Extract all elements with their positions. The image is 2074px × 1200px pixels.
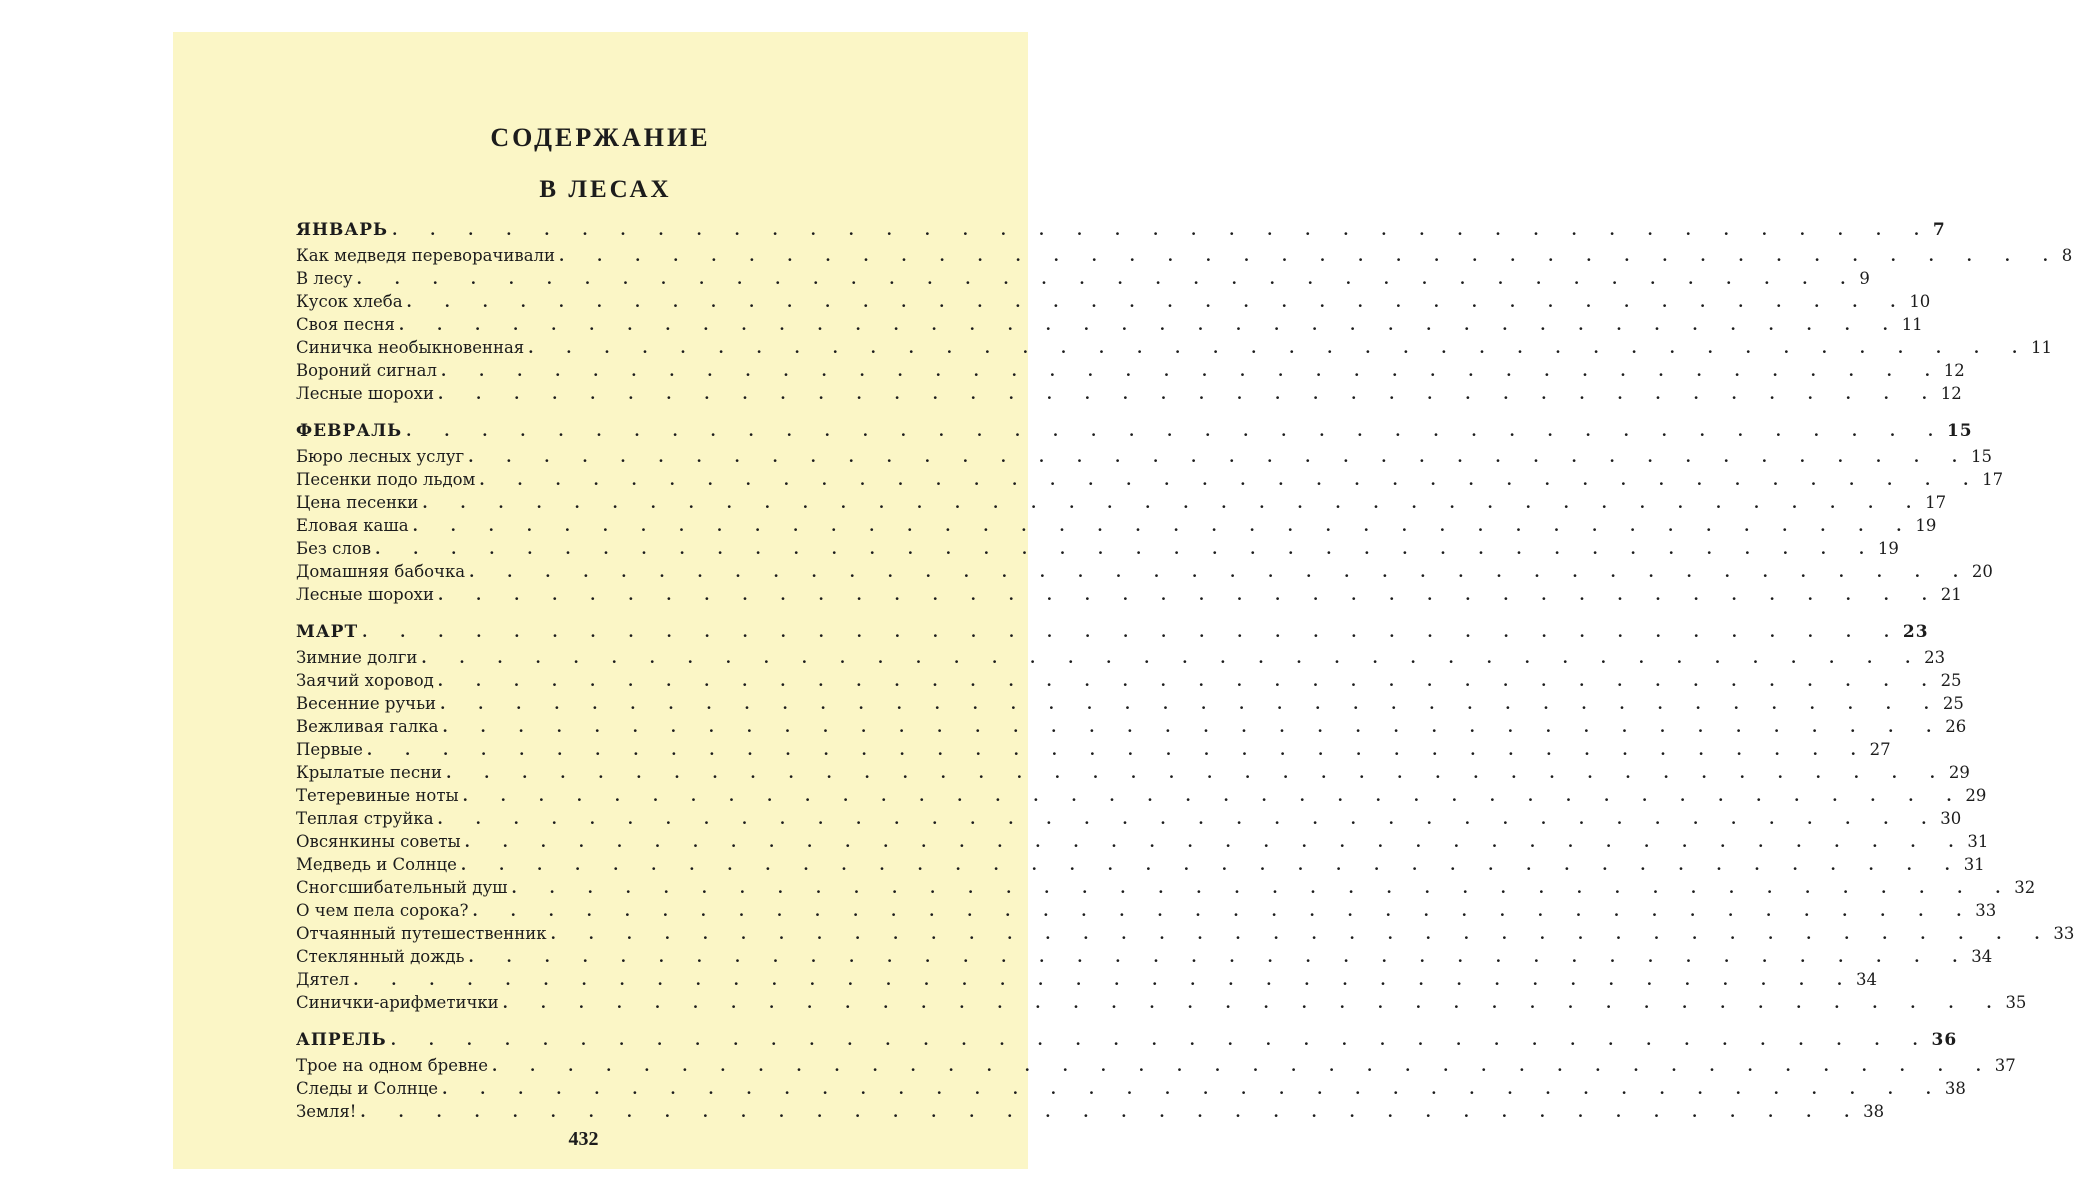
leader-dots: . . . . . . . . . . . . . . . . . . . . . . . . . . . . . . . . . . . . . . . . [492, 1057, 1995, 1075]
leader-dots: . . . . . . . . . . . . . . . . . . . . . . . . . . . . . . . . . . . . . . . . [353, 971, 1856, 989]
toc-page-number: 25 [1940, 671, 1962, 690]
toc-page-number: 32 [2014, 878, 2036, 897]
toc-month-heading [296, 1026, 1958, 1054]
toc-page-number: 21 [1940, 585, 1962, 604]
toc-entry [296, 445, 1992, 468]
toc-entry [296, 784, 1987, 807]
leader-dots: . . . . . . . . . . . . . . . . . . . . . . . . . . . . . . . . . . . . . . . . [559, 247, 2062, 265]
toc-entry-title: О чем пела сорока? [296, 901, 469, 920]
leader-dots: . . . . . . . . . . . . . . . . . . . . . . . . . . . . . . . . . . . . . . . . [375, 540, 1878, 558]
toc-entry-title: Синичка необыкновенная [296, 338, 525, 357]
toc-entry-title: Как медведя переворачивали [296, 246, 556, 265]
toc-entry [296, 738, 1891, 761]
leader-dots: . . . . . . . . . . . . . . . . . . . . . . . . . . . . . . . . . . . . . . . . [356, 270, 1860, 288]
leader-dots: . . . . . . . . . . . . . . . . . . . . . . . . . . . . . . . . . . . . . . . . [442, 718, 1946, 736]
toc-entry [296, 1100, 1885, 1123]
leader-dots: . . . . . . . . . . . . . . . . . . . . . . . . . . . . . . . . . . . . . . . . [469, 563, 1972, 581]
toc-entry-title: Медведь и Солнце [296, 855, 457, 874]
toc-entry [296, 715, 1967, 738]
toc-entry-title: Первые [296, 740, 363, 759]
toc-entry-title: В лесу [296, 269, 353, 288]
toc-entry-title: Кусок хлеба [296, 292, 403, 311]
toc-entry-title: Весенние ручьи [296, 694, 437, 713]
leader-dots: . . . . . . . . . . . . . . . . . . . . . . . . . . . . . . . . . . . . . . . . [440, 695, 1943, 713]
toc-entry [296, 991, 2027, 1014]
toc-month-name: АПРЕЛЬ [296, 1030, 387, 1050]
toc-month-name: ЯНВАРЬ [296, 220, 389, 240]
toc-entry [296, 669, 1962, 692]
toc-entry [296, 1054, 2016, 1077]
toc-month-name: ФЕВРАЛЬ [296, 421, 403, 441]
page-number-footer: 432 [568, 1128, 599, 1150]
leader-dots: . . . . . . . . . . . . . . . . . . . . . . . . . . . . . . . . . . . . . . . . [502, 994, 2006, 1012]
toc-month-heading [296, 618, 1929, 646]
toc-entry [296, 560, 1993, 583]
toc-entry [296, 1077, 1966, 1100]
toc-entry [296, 267, 1870, 290]
leader-dots: . . . . . . . . . . . . . . . . . . . . . . . . . . . . . . . . . . . . . . . . [437, 810, 1941, 828]
toc-page-number: 33 [2053, 924, 2074, 943]
toc-month-january [296, 216, 2073, 405]
toc-entry-title: Еловая каша [296, 516, 409, 535]
toc-page-number: 33 [1975, 901, 1997, 920]
toc-entry [296, 853, 1985, 876]
leader-dots: . . . . . . . . . . . . . . . . . . . . . . . . . . . . . . . . . . . . . . . . [468, 948, 1972, 966]
toc-page-number: 38 [1944, 1079, 1966, 1098]
toc-page-number: 25 [1942, 694, 1964, 713]
toc-page-number: 10 [1909, 292, 1931, 311]
toc-month-heading [296, 216, 1946, 244]
toc-page-number: 12 [1940, 384, 1962, 403]
toc-entry [296, 899, 1997, 922]
toc-entry-title: Песенки подо льдом [296, 470, 476, 489]
toc-month-name: МАРТ [296, 622, 359, 642]
leader-dots: . . . . . . . . . . . . . . . . . . . . . . . . . . . . . . . . . . . . . . . . [550, 925, 2054, 943]
toc-entry [296, 945, 1993, 968]
leader-dots: . . . . . . . . . . . . . . . . . . . . . . . . . . . . . . . . . . . . . . . . [468, 448, 1971, 466]
toc-page-number: 31 [1967, 832, 1989, 851]
toc-page-number: 30 [1940, 809, 1962, 828]
toc-page-number: 27 [1869, 740, 1891, 759]
toc-page-number: 11 [2031, 338, 2052, 357]
toc-page-number: 36 [1931, 1030, 1958, 1050]
leader-dots: . . . . . . . . . . . . . . . . . . . . . . . . . . . . . . . . . . . . . . . . . [362, 623, 1903, 641]
toc-page-number: 23 [1902, 622, 1929, 642]
toc-entry [296, 290, 1931, 313]
toc-entry [296, 761, 1970, 784]
leader-dots: . . . . . . . . . . . . . . . . . . . . . . . . . . . . . . . . . . . . . . . . [441, 362, 1944, 380]
toc-page-number: 19 [1915, 516, 1937, 535]
toc-entry [296, 359, 1965, 382]
toc-entry [296, 646, 1946, 669]
toc-entry-title: Синички-арифметички [296, 993, 499, 1012]
toc-month-heading [296, 417, 1973, 445]
book-page [173, 32, 2074, 1169]
toc-entry-title: Стеклянный дождь [296, 947, 465, 966]
toc-page-number: 31 [1963, 855, 1985, 874]
toc-entry-title: Бюро лесных услуг [296, 447, 465, 466]
toc-entry [296, 382, 1962, 405]
leader-dots: . . . . . . . . . . . . . . . . . . . . . . . . . . . . . . . . . . . . . . . . [438, 385, 1941, 403]
toc-entry-title: Дятел [296, 970, 350, 989]
leader-dots: . . . . . . . . . . . . . . . . . . . . . . . . . . . . . . . . . . . . . . . . [438, 586, 1941, 604]
toc-entry [296, 876, 2036, 899]
leader-dots: . . . . . . . . . . . . . . . . . . . . . . . . . . . . . . . . . . . . . . . . [366, 741, 1870, 759]
leader-dots: . . . . . . . . . . . . . . . . . . . . . . . . . . . . . . . . . . . . . . . . [511, 879, 2015, 897]
leader-dots: . . . . . . . . . . . . . . . . . . . . . . . . . . . . . . . . . . . . . . . . [462, 787, 1966, 805]
toc-entry [296, 491, 1947, 514]
toc-entry-title: Овсянкины советы [296, 832, 461, 851]
toc-page-number: 17 [1925, 493, 1947, 512]
toc-entry [296, 537, 1899, 560]
toc-month-april [296, 1026, 2016, 1123]
leader-dots: . . . . . . . . . . . . . . . . . . . . . . . . . . . . . . . . . . . . . . . . [412, 517, 1916, 535]
toc-month-february [296, 417, 2004, 606]
toc-page-number: 37 [1994, 1056, 2016, 1075]
toc-entry-title: Крылатые песни [296, 763, 443, 782]
toc-page-number: 15 [1970, 447, 1992, 466]
toc-entry [296, 313, 1923, 336]
leader-dots: . . . . . . . . . . . . . . . . . . . . . . . . . . . . . . . . . . . . . . . . . [406, 422, 1947, 440]
leader-dots: . . . . . . . . . . . . . . . . . . . . . . . . . . . . . . . . . . . . . . . . [398, 316, 1902, 334]
toc-page-number: 38 [1863, 1102, 1885, 1121]
leader-dots: . . . . . . . . . . . . . . . . . . . . . . . . . . . . . . . . . . . . . . . . [406, 293, 1910, 311]
leader-dots: . . . . . . . . . . . . . . . . . . . . . . . . . . . . . . . . . . . . . . . . [528, 339, 2031, 357]
page-title: СОДЕРЖАНИЕ [490, 123, 711, 152]
toc-entry-title: Домашняя бабочка [296, 562, 466, 581]
toc-page-number: 35 [2005, 993, 2027, 1012]
toc-entry [296, 514, 1937, 537]
toc-page-number: 34 [1971, 947, 1993, 966]
toc-entry-title: Теплая струйка [296, 809, 434, 828]
leader-dots: . . . . . . . . . . . . . . . . . . . . . . . . . . . . . . . . . . . . . . . . [421, 649, 1925, 667]
table-of-contents [296, 216, 2074, 1123]
toc-entry-title: Земля! [296, 1102, 357, 1121]
leader-dots: . . . . . . . . . . . . . . . . . . . . . . . . . . . . . . . . . . . . . . . . . [390, 1031, 1932, 1049]
toc-page-number: 29 [1948, 763, 1970, 782]
toc-entry-title: Трое на одном бревне [296, 1056, 489, 1075]
leader-dots: . . . . . . . . . . . . . . . . . . . . . . . . . . . . . . . . . . . . . . . . [442, 1080, 1945, 1098]
leader-dots: . . . . . . . . . . . . . . . . . . . . . . . . . . . . . . . . . . . . . . . . [437, 672, 1941, 690]
leader-dots: . . . . . . . . . . . . . . . . . . . . . . . . . . . . . . . . . . . . . . . . [460, 856, 1964, 874]
toc-entry-title: Лесные шорохи [296, 585, 434, 604]
toc-entry-title: Заячий хоровод [296, 671, 434, 690]
leader-dots: . . . . . . . . . . . . . . . . . . . . . . . . . . . . . . . . . . . . . . . . [472, 902, 1976, 920]
toc-entry [296, 807, 1962, 830]
toc-entry-title: Лесные шорохи [296, 384, 434, 403]
toc-page-number: 34 [1855, 970, 1877, 989]
toc-page-number: 15 [1946, 421, 1973, 441]
toc-entry [296, 336, 2052, 359]
toc-month-march [296, 618, 2074, 1014]
toc-page-number: 17 [1982, 470, 2004, 489]
toc-page-number: 29 [1965, 786, 1987, 805]
toc-entry [296, 244, 2073, 267]
toc-page-number: 26 [1945, 717, 1967, 736]
toc-entry-title: Отчаянный путешественник [296, 924, 547, 943]
toc-entry [296, 468, 2004, 491]
section-title: В ЛЕСАХ [539, 176, 672, 203]
leader-dots: . . . . . . . . . . . . . . . . . . . . . . . . . . . . . . . . . . . . . . . . [422, 494, 1926, 512]
toc-page-number: 12 [1943, 361, 1965, 380]
toc-page-number: 11 [1901, 315, 1923, 334]
leader-dots: . . . . . . . . . . . . . . . . . . . . . . . . . . . . . . . . . . . . . . . . [464, 833, 1968, 851]
toc-entry-title: Тетеревиные ноты [296, 786, 459, 805]
toc-entry [296, 692, 1964, 715]
toc-entry-title: Зимние долги [296, 648, 418, 667]
leader-dots: . . . . . . . . . . . . . . . . . . . . . . . . . . . . . . . . . . . . . . . . . [392, 221, 1933, 239]
toc-entry-title: Цена песенки [296, 493, 419, 512]
toc-entry-title: Вежливая галка [296, 717, 439, 736]
toc-entry-title: Без слов [296, 539, 372, 558]
toc-entry-title: Вороний сигнал [296, 361, 437, 380]
toc-entry [296, 830, 1989, 853]
toc-page-number: 19 [1877, 539, 1899, 558]
leader-dots: . . . . . . . . . . . . . . . . . . . . . . . . . . . . . . . . . . . . . . . . [446, 764, 1949, 782]
leader-dots: . . . . . . . . . . . . . . . . . . . . . . . . . . . . . . . . . . . . . . . . [479, 471, 1983, 489]
toc-entry-title: Своя песня [296, 315, 395, 334]
toc-page-number: 8 [2061, 246, 2073, 265]
toc-entry [296, 583, 1962, 606]
toc-page-number: 7 [1932, 220, 1946, 240]
toc-page-number: 9 [1859, 269, 1870, 288]
leader-dots: . . . . . . . . . . . . . . . . . . . . . . . . . . . . . . . . . . . . . . . . [360, 1103, 1864, 1121]
toc-page-number: 23 [1924, 648, 1946, 667]
toc-entry-title: Следы и Солнце [296, 1079, 439, 1098]
toc-entry [296, 968, 1877, 991]
toc-entry [296, 922, 2074, 945]
toc-entry-title: Сногсшибательный душ [296, 878, 508, 897]
toc-page-number: 20 [1971, 562, 1993, 581]
